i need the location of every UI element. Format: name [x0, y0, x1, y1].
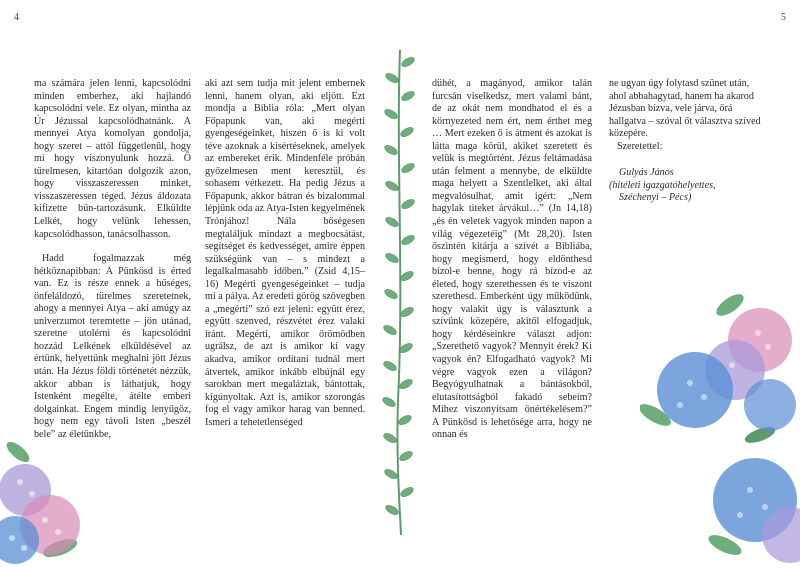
- page-number-right: 5: [781, 12, 786, 23]
- vine-illustration: [370, 40, 430, 540]
- paragraph: dühét, a magányod, amikor talán furcsán viselkedsz, mert valami bánt, de az okát nem mondhatod el és a környezeted nem ért, nem érthet meg … Mert ezeken ő is átment és azokat is látta maga körül, akiket szeretett és velük is megtörtént. Jézus feltámadása után felment a mennybe, de elküldte maga helyett a Szentlelket, aki által megvalósulhat, amit ígért: „Nem hagylak titeket árvákul…” (Jn 14,18) „és én veletek vagyok minden napon a világ végezetéig” (Mt 28,20). Isten őszintén kitárja a szívét a Bibliába, hogy megismerd, hogy eldönthesd bízol-e benne, hogy rá bízod-e az életed, hogy szerethessen és te viszont szerethesd. Emberként úgy működünk, hogy valakit úgy is választunk a szívünk közepére, akitől elfogadjuk, hogy kérdéseinkre választ adjon: „Szerethető vagyok? Mennyit érek? Ki vagyok én? Elfogadható vagyok? Mi végre vagyok ezen a világon? Begyógyulhatnak a bántásokból, elutasítottságból fakadó sebeim? Mihez viszonyítsam önértékelésem?” A Pünkösd is lehetősége arra, hogy ne onnan és: [432, 78, 592, 441]
- paragraph: Hadd fogalmazzak még hétköznapibban: A Pünkösd is érted van. Ez is része ennek a hűséges, önfeláldozó, türelmes szeretetnek, ahogy a mennyei Atya – aki amúgy az univerzumot teremtette – jön utánad, szeretne utolérni és kapcsolódni hozzád Lelkének elküldésével az értünk, helyettünk meghalni jött Jézus után. Ha Jézus földi történetét nézzük, akkor abban is láthatjuk, hogy Istenként megélte, átélte emberi dolgainkat. Engem mindig lenyűgöz, hogy nem egy távoli Isten „beszél bele” az életünkbe,: [34, 253, 191, 440]
- paragraph: ne ugyan úgy folytasd szünet után, ahol abbahagytad, hanem ha akarod Jézusban bízva, vele járva, őrá hallgatva – szóval őt választva szíved közepére.: [609, 78, 761, 140]
- signature-school: Széchenyi – Pécs): [619, 192, 692, 204]
- text-column-4: [609, 78, 769, 205]
- signature-title: (hitéleti igazgatóhelyettes,: [609, 179, 716, 191]
- text-column-3: [432, 78, 592, 442]
- closing-line: Szeretettel:: [617, 140, 663, 152]
- paragraph: ma számára jelen lenni, kapcsolódni minden emberhez, aki hajlandó kapcsolódni vele. Ez olyan, mintha az Úr Jézussal kapcsolódhatnánk. A mennyei Atya komolyan gondolja, hogy szeret – attól függetlenül, hogy mi hogy viszonyulunk hozzá. Ő türelmesen, kitartóan dolgozik azon, hogy visszaszeressen minket, visszaszeressen téged. Jézus áldozata kifizette bűn-tartozásunk. Elküldte Lelkét, hogy velünk lehessen, kapcsolódhasson, tanácsolhasson.: [34, 78, 191, 240]
- page-number-left: 4: [14, 12, 19, 23]
- hydrangea-illustration-left: [0, 430, 100, 568]
- paragraph: aki azt sem tudja mit jelent embernek lenni, hanem olyan, aki eljött. Ezt mondja a Biblia róla: „Mert olyan Főpapunk van, aki megérti gyengeségeinket, hiszen ő is ki volt téve azoknak a kísértéseknek, amelyek az embereket érik. Mindenféle próbán győzelmesen ment keresztül, és sohasem vétkezett. Ha pedig Jézus a Főpapunk, akkor bátran és bizalommal lépjünk oda az Atya-Isten kegyelmének Trónjához! Nála bőségesen megtaláljuk mindazt a megbocsátást, segítséget és kedvességet, amire éppen szükségünk van – s mindezt a legalkalmasabb időben.” (Zsid 4,15–16) Megérti gyengeségeinket – tudja mi a pálya. Az eredeti görög szövegben a „megérti” szó ezt jeleni: együtt érez, együtt szenved, részvétet érez valaki iránt. Megérti, amikor örömödben ugrálsz, de azt is amikor ki vagy akadva, amikor ordítani tudnál mert átvertek, amikor inkább elbújnál egy sarokban mert megaláztak, bántottak, kigúnyoltak. Azt is, amikor szorongás fog el vagy amikor harag van benned. Ismeri a tehetetlenséged: [205, 78, 365, 428]
- signature-name: Gulyás János: [619, 167, 674, 179]
- text-column-2: [205, 78, 365, 429]
- hydrangea-illustration-right: [640, 285, 800, 568]
- text-column-1: [34, 78, 191, 441]
